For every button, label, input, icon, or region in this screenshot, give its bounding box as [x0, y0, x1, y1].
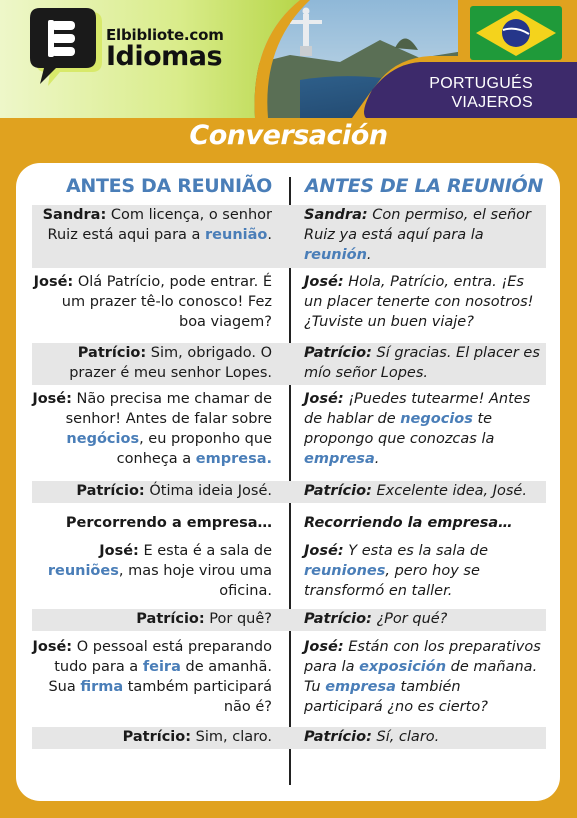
dialogue-card [16, 163, 560, 801]
spanish-line [304, 541, 542, 601]
speaker-name: José: [304, 274, 344, 290]
brand-name: Idiomas [106, 41, 223, 72]
portuguese-line [32, 513, 272, 533]
line-text: Sim, claro. [191, 729, 272, 745]
line-text: Por quê? [204, 611, 272, 627]
column-heading-spanish: ANTES DE LA REUNIÓN [305, 175, 543, 197]
course-level: VIAJEROS [451, 94, 533, 111]
speaker-name: Patrício: [304, 729, 372, 745]
speaker-name: Patrício: [304, 483, 372, 499]
speaker-name: Patrício: [122, 729, 192, 745]
portuguese-line [32, 272, 272, 332]
line-text: Con permiso, el señor Ruiz ya está aquí para la [304, 207, 532, 243]
page-title: Conversación [189, 120, 388, 151]
portuguese-line [32, 205, 272, 245]
dialogue-row [32, 513, 546, 535]
speaker-name: Patrício: [136, 611, 205, 627]
keyword: reuniões [47, 563, 119, 579]
keyword: empresa [304, 451, 375, 467]
keyword: empresa [325, 679, 396, 695]
header-banner [0, 0, 577, 118]
line-text: Sí, claro. [371, 729, 440, 745]
line-text: Com licença, o senhor Ruiz está aqui para a [47, 207, 272, 243]
line-text: Excelente idea, José. [371, 483, 527, 499]
line-text: . [374, 451, 380, 467]
brand-site: Elbibliote.com [106, 26, 224, 44]
spanish-line [304, 481, 542, 501]
spanish-line [304, 727, 542, 747]
spanish-line [304, 389, 542, 469]
portuguese-line [32, 389, 272, 469]
dialogue-row [32, 727, 546, 749]
speaker-name: Sandra: [42, 207, 107, 223]
speaker-name: Patrício: [76, 483, 145, 499]
spanish-line [304, 609, 542, 629]
line-text: E esta é a sala de [138, 543, 272, 559]
column-heading-portuguese: ANTES DA REUNIÃO [66, 175, 272, 197]
line-text: O pessoal está preparando tudo para a [54, 639, 272, 675]
course-language: PORTUGUÉS [429, 75, 533, 92]
speaker-name: José: [304, 391, 344, 407]
speaker-name: Recorriendo la empresa… [304, 515, 513, 531]
portuguese-line [32, 727, 272, 747]
spanish-line [304, 272, 542, 332]
speaker-name: Sandra: [304, 207, 368, 223]
dialogue-row [32, 205, 546, 268]
line-text: también participará ¿no es cierto? [304, 679, 488, 715]
dialogue-row [32, 272, 546, 341]
line-text: te propongo que conozcas la [304, 411, 495, 447]
speaker-name: Patrício: [304, 611, 372, 627]
line-text: . [267, 227, 272, 243]
keyword: reunión [304, 247, 367, 263]
portuguese-line [32, 481, 272, 501]
portuguese-line [32, 637, 272, 717]
line-text: Olá Patrício, pode entrar. É um prazer tê-lo conosco! Fez boa viagem? [61, 274, 272, 330]
line-text: . [366, 247, 372, 263]
line-text: , eu proponho que conheça a [116, 431, 272, 467]
line-text: de amanhã. Sua [48, 659, 272, 695]
spanish-line [304, 513, 542, 533]
speaker-name: José: [304, 639, 344, 655]
portuguese-line [32, 343, 272, 383]
dialogue-row [32, 343, 546, 385]
line-text: de mañana. Tu [304, 659, 538, 695]
spanish-line [304, 343, 542, 383]
keyword: empresa. [195, 451, 272, 467]
line-text: Hola, Patrício, entra. ¡Es un placer tenerte con nosotros! ¿Tuviste un buen viaje? [304, 274, 534, 330]
keyword: negocios [400, 411, 473, 427]
speaker-name: Patrício: [304, 345, 372, 361]
line-text: também participará não é? [123, 679, 272, 715]
speaker-name: Percorrendo a empresa… [65, 515, 272, 531]
line-text: ¡Puedes tutearme! Antes de hablar de [304, 391, 531, 427]
speaker-name: José: [99, 543, 139, 559]
speaker-name: José: [33, 274, 74, 290]
line-text: , pero hoy se transformó en taller. [304, 563, 480, 599]
speaker-name: Patrício: [77, 345, 147, 361]
keyword: firma [80, 679, 124, 695]
keyword: exposición [359, 659, 447, 675]
dialogue-row [32, 389, 546, 478]
portuguese-line [32, 541, 272, 601]
keyword: feira [142, 659, 181, 675]
speaker-name: José: [32, 639, 73, 655]
speaker-name: José: [304, 543, 344, 559]
line-text: Sim, obrigado. O prazer é meu senhor Lopes. [69, 345, 272, 381]
dialogue-row [32, 541, 546, 607]
brand-logo [106, 26, 224, 70]
keyword: negócios [66, 431, 140, 447]
line-text: ¿Por qué? [371, 611, 448, 627]
spanish-line [304, 637, 542, 717]
dialogue-row [32, 609, 546, 631]
line-text: Y esta es la sala de [343, 543, 489, 559]
line-text: Ótima ideia José. [144, 483, 272, 499]
course-badge [429, 75, 533, 112]
spanish-line [304, 205, 542, 265]
line-text: , mas hoje virou uma oficina. [118, 563, 272, 599]
line-text: Não precisa me chamar de senhor! Antes de falar sobre [65, 391, 272, 427]
line-text: Están con los preparativos para la [304, 639, 541, 675]
dialogue-row [32, 637, 546, 725]
speaker-name: José: [32, 391, 72, 407]
dialogue-row [32, 481, 546, 503]
keyword: reunião [205, 227, 268, 243]
line-text: Sí gracias. El placer es mío señor Lopes. [304, 345, 540, 381]
keyword: reuniones [304, 563, 386, 579]
portuguese-line [32, 609, 272, 629]
